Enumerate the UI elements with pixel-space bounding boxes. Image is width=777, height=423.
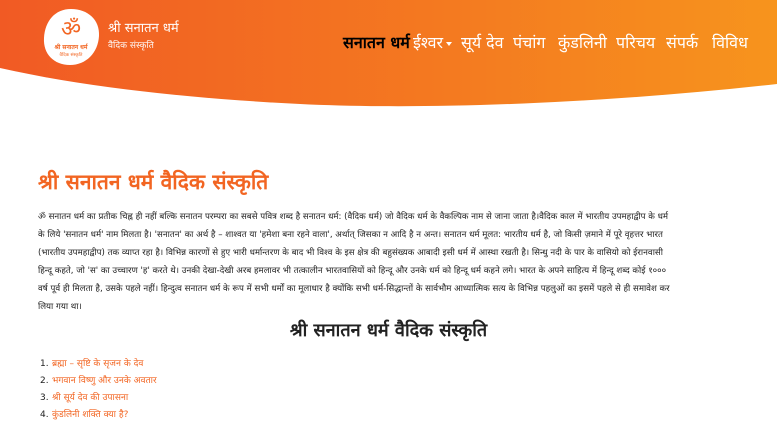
intro-paragraph — [38, 208, 762, 316]
svg-text:ॐ: ॐ — [60, 17, 82, 42]
list-item: 1. ब्रह्मा – सृष्टि के सृजन के देव — [40, 359, 144, 369]
toc-link-surya[interactable]: श्री सूर्य देव की उपासना — [52, 393, 129, 403]
nav-item-sanatan-dharm[interactable]: सनातन धर्म — [343, 33, 410, 52]
section-title: श्री सनातन धर्म वैदिक संस्कृति — [289, 320, 488, 341]
site-tagline: वैदिक संस्कृति — [108, 41, 154, 51]
nav-item-panchang[interactable]: पंचांग — [513, 33, 546, 52]
toc-list — [40, 356, 157, 423]
nav-item-vividh[interactable]: विविध — [712, 33, 748, 52]
nav-item-sampark[interactable]: संपर्क — [666, 33, 699, 52]
nav-item-kundalini[interactable]: कुंडलिनी — [558, 33, 607, 52]
nav-item-ishwar[interactable]: ईश्वर — [413, 31, 452, 53]
nav-item-surya-dev[interactable]: सूर्य देव — [461, 33, 504, 52]
intro-line: (भारतीय उपमहाद्वीप) तक व्याप्त रहा है। विभिन्न कारणों से हुए भारी धर्मान्तरण के बाद भी विश्व के इस क्षेत्र की बहुसंख्यक आबादी इसी धर्म में आस्था रखती है। सिन्धु नदी के पार के वासियो को ईरानवासी — [38, 248, 663, 258]
intro-line: वर्ष पूर्व ही मिलता है, उसके पहले नहीं। हिन्दुत्व सनातन धर्म के रूप में सभी धर्मों का मूलाधार है क्योंकि सभी धर्म-सिद्धान्तों के सार्वभौम आध्यात्मिक सत्य के विभिन्न पहलुओं का इसमें पहले से ही समावेश कर — [38, 284, 670, 294]
toc-link-vishnu[interactable]: भगवान विष्णु और उनके अवतार — [52, 376, 157, 386]
om-logo-icon — [40, 6, 102, 68]
svg-text:श्री सनातन धर्म: श्री सनातन धर्म — [54, 44, 88, 51]
chevron-down-icon — [446, 42, 452, 46]
intro-line: हिन्दू कहते, जो 'स' का उच्चारण 'ह' करते थे। उनकी देखा-देखी अरब हमलावर भी तत्कालीन भारतवासियों को हिन्दू और उनके धर्म को हिन्दू धर्म कहने लगे। भारत के अपने साहित्य में हिन्दू शब्द कोई १००० — [38, 266, 667, 276]
toc-link-kundalini[interactable]: कुंडलिनी शक्ति क्या है? — [52, 410, 129, 420]
svg-text:वैदिक संस्कृति: वैदिक संस्कृति — [59, 53, 83, 58]
list-item: 2. भगवान विष्णु और उनके अवतार — [40, 376, 157, 386]
site-logo[interactable] — [40, 6, 102, 68]
intro-line: के लिये 'सनातन धर्म' नाम मिलता है। 'सनातन' का अर्थ है – शाश्वत या 'हमेशा बना रहने वाला', अर्थात् जिसका न आदि है न अन्त। सनातन धर्म मूलत: भारतीय धर्म है, जो किसी ज़माने में पूरे वृहत्तर भारत — [38, 230, 663, 240]
page-title: श्री सनातन धर्म वैदिक संस्कृति — [38, 170, 269, 194]
list-item: 3. श्री सूर्य देव की उपासना — [40, 393, 129, 403]
nav-item-parichay[interactable]: परिचय — [616, 33, 656, 52]
intro-line: लिया गया था। — [38, 302, 82, 312]
intro-line: ॐ सनातन धर्म का प्रतीक चिह्न ही नहीं बल्कि सनातन परम्परा का सबसे पवित्र शब्द है सनातन धर्म: (वैदिक धर्म) जो वैदिक धर्म के वैकल्पिक नाम से जाना जाता है।वैदिक काल में भारतीय उपमहाद्वीप के धर्म — [38, 212, 668, 222]
site-header — [0, 0, 777, 80]
site-title[interactable]: श्री सनातन धर्म — [108, 21, 179, 36]
list-item: 4. कुंडलिनी शक्ति क्या है? — [40, 410, 129, 420]
toc-link-brahma[interactable]: ब्रह्मा – सृष्टि के सृजन के देव — [52, 359, 144, 369]
